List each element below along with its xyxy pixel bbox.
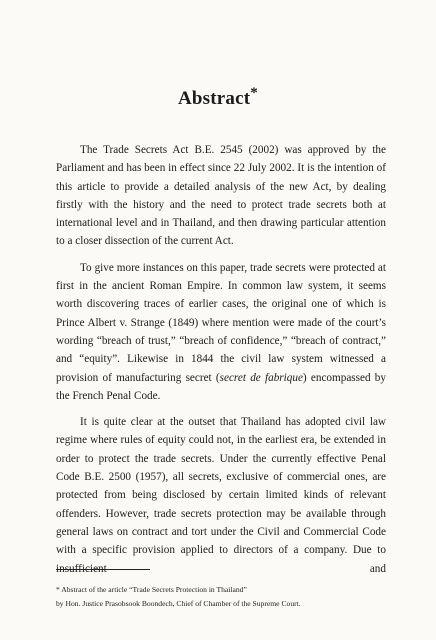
page-title — [0, 85, 436, 110]
paragraph-3: It is quite clear at the outset that Thailand has adopted civil law regime where rules of equity could not, in the earliest era, be extended in order to protect the trade secrets. Under the currently effective Penal Code B.E. 2500 (1957), all secrets, exclusive of commercial ones, are protected from being disclosed by certain limited kinds of relevant offenders. However, trade secrets protection may be available through general laws on contract and tort under the Civil and Commercial Code with a specific provision applied to directors of a company. Due to insufficient and — [56, 416, 386, 575]
footnote-line-1: * Abstract of the article “Trade Secrets Protection in Thailand” — [56, 585, 247, 594]
abstract-body — [56, 141, 386, 586]
title-footnote-marker: * — [250, 85, 258, 101]
paragraph-2-text-before: To give more instances on this paper, trade secrets were protected at first in the ancient Roman Empire. In common law system, it seems worth discovering traces of earlier cases, the original one of which is Prince Albert v. Strange (1849) where mention were made of the court’s wording “breach of trust,” “breach of confidence,” “breach of contract,” and “equity”. Likewise in 1844 the civil law system witnessed a provision of manufacturing secret ( — [56, 261, 386, 384]
footnote-divider — [56, 569, 150, 570]
paragraph-2-italic-term: secret de fabrique — [219, 371, 303, 384]
paragraph-1: The Trade Secrets Act B.E. 2545 (2002) was approved by the Parliament and has been in effect since 22 July 2002. It is the intention of this article to provide a detailed analysis of the new Act, by dealing firstly with the history and the need to protect trade secrets both at international level and in Thailand, and then drawing particular attention to a closer dissection of the current Act. — [56, 144, 386, 248]
footnote — [56, 583, 396, 610]
footnote-line-2: by Hon. Justice Prasobsook Boondech, Chief of Chamber of the Supreme Court. — [56, 598, 301, 608]
title-text: Abstract — [177, 88, 251, 109]
paragraph-2 — [56, 259, 386, 405]
paragraph-2-text-after: ) encompassed by the French Penal Code. — [56, 371, 386, 402]
